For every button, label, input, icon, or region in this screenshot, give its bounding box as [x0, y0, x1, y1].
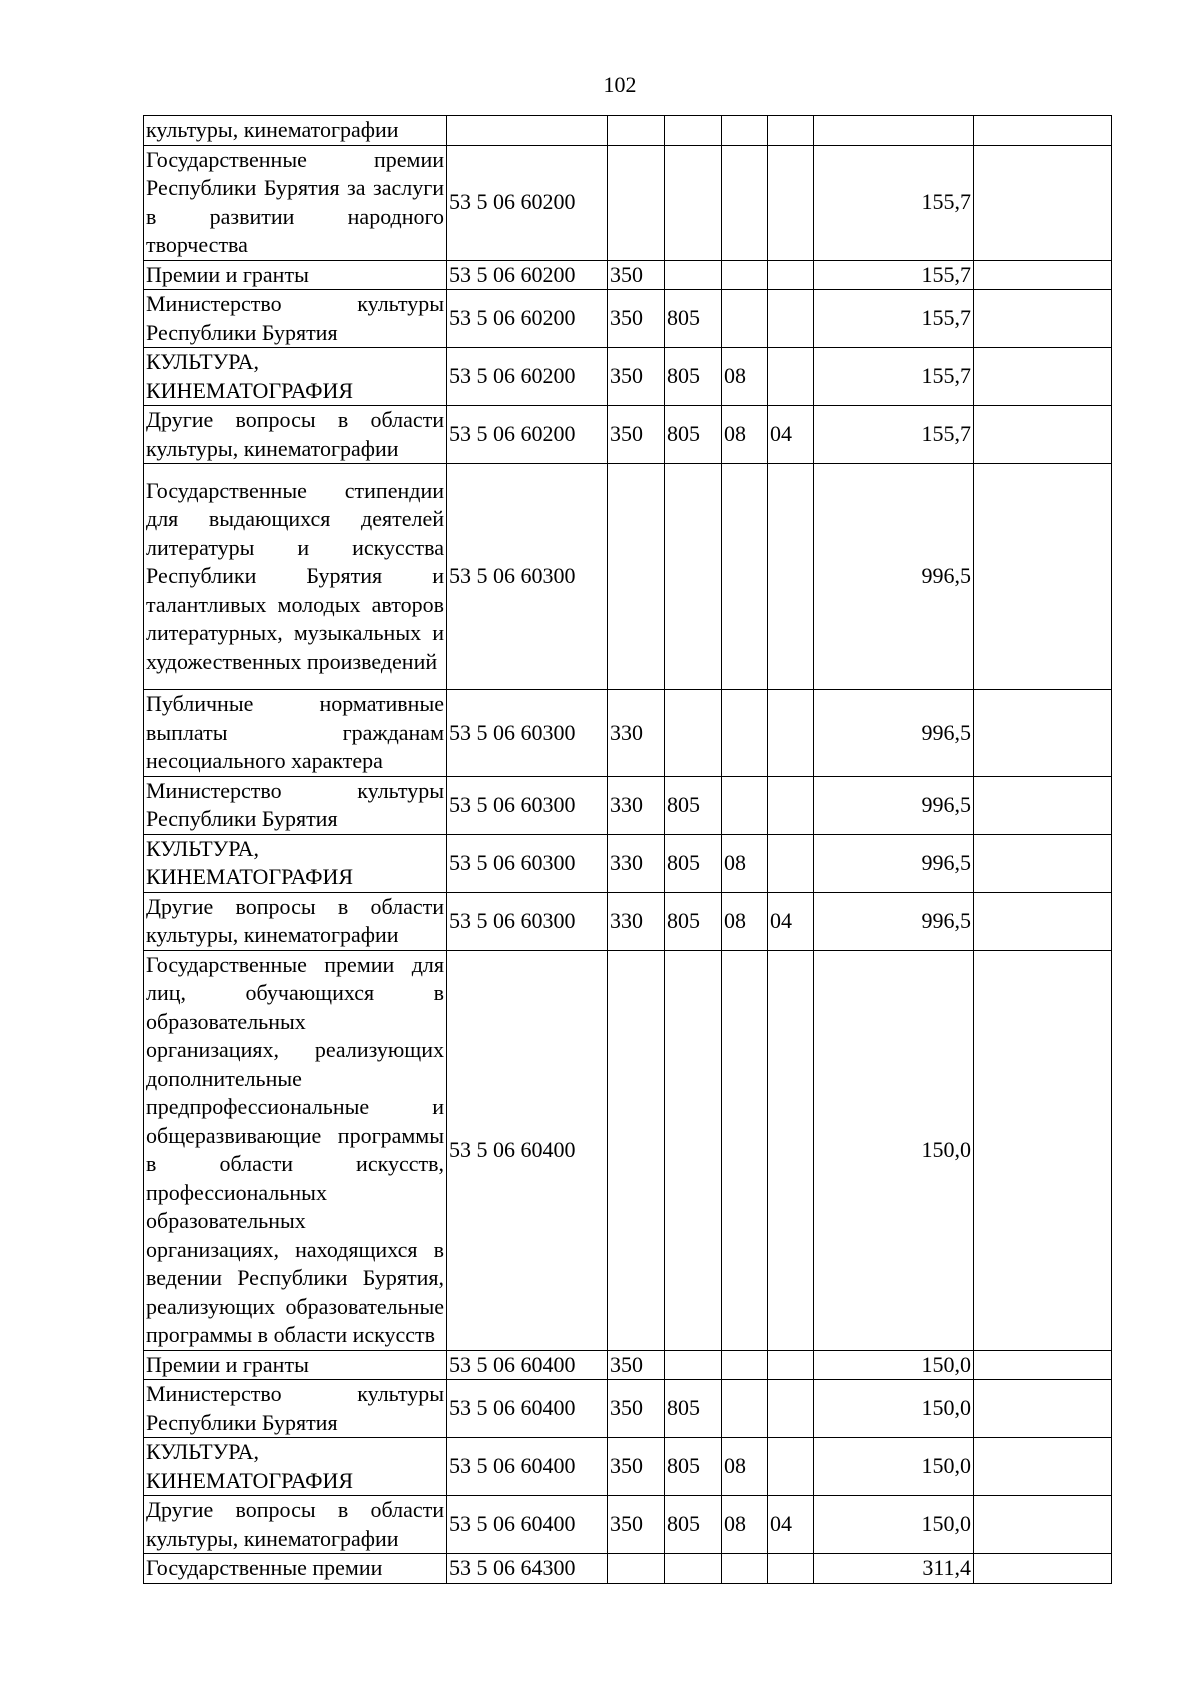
row-vr: [608, 1554, 665, 1584]
row-rz: [722, 1554, 768, 1584]
row-extra: [974, 260, 1112, 290]
row-extra: [974, 464, 1112, 690]
row-vr: 350: [608, 260, 665, 290]
row-amount: 150,0: [814, 1380, 974, 1438]
row-grbs: [665, 116, 722, 146]
row-amount: 150,0: [814, 1350, 974, 1380]
row-grbs: 805: [665, 290, 722, 348]
row-vr: [608, 145, 665, 260]
row-pr: [768, 290, 814, 348]
row-grbs: 805: [665, 776, 722, 834]
row-extra: [974, 834, 1112, 892]
row-rz: [722, 950, 768, 1350]
row-grbs: [665, 690, 722, 777]
row-amount: 996,5: [814, 464, 974, 690]
row-amount: 155,7: [814, 348, 974, 406]
row-pr: [768, 690, 814, 777]
row-rz: 08: [722, 892, 768, 950]
row-amount: 150,0: [814, 950, 974, 1350]
row-pr: 04: [768, 1496, 814, 1554]
row-code: 53 5 06 60300: [447, 464, 608, 690]
row-amount: 996,5: [814, 776, 974, 834]
row-vr: 350: [608, 1350, 665, 1380]
row-vr: [608, 950, 665, 1350]
row-name: культуры, кинематографии: [144, 116, 447, 146]
row-amount: 155,7: [814, 290, 974, 348]
budget-table: [143, 115, 1112, 1584]
row-grbs: 805: [665, 892, 722, 950]
row-code: 53 5 06 60300: [447, 776, 608, 834]
row-code: 53 5 06 60300: [447, 892, 608, 950]
row-code: 53 5 06 60400: [447, 950, 608, 1350]
row-amount: 155,7: [814, 145, 974, 260]
row-grbs: 805: [665, 1380, 722, 1438]
row-vr: 350: [608, 1380, 665, 1438]
row-pr: [768, 1554, 814, 1584]
row-name: Премии и гранты: [144, 260, 447, 290]
row-vr: 330: [608, 776, 665, 834]
row-pr: [768, 834, 814, 892]
row-name: Министерство культуры Республики Бурятия: [144, 290, 447, 348]
row-name: Государственные премии Республики Бурятия за заслуги в развитии народного творчества: [144, 145, 447, 260]
row-vr: 350: [608, 290, 665, 348]
row-name: КУЛЬТУРА, КИНЕМАТОГРАФИЯ: [144, 834, 447, 892]
row-extra: [974, 116, 1112, 146]
table-row: [144, 406, 1112, 464]
row-amount: 996,5: [814, 834, 974, 892]
row-extra: [974, 1380, 1112, 1438]
row-extra: [974, 690, 1112, 777]
row-extra: [974, 892, 1112, 950]
row-name: Премии и гранты: [144, 1350, 447, 1380]
row-extra: [974, 348, 1112, 406]
row-name: Другие вопросы в области культуры, кинематографии: [144, 892, 447, 950]
row-pr: [768, 950, 814, 1350]
row-vr: 330: [608, 690, 665, 777]
row-rz: 08: [722, 406, 768, 464]
row-pr: [768, 776, 814, 834]
row-vr: 350: [608, 1438, 665, 1496]
table-row: [144, 1350, 1112, 1380]
row-code: 53 5 06 64300: [447, 1554, 608, 1584]
row-pr: [768, 145, 814, 260]
row-code: 53 5 06 60300: [447, 834, 608, 892]
row-grbs: 805: [665, 1496, 722, 1554]
row-rz: [722, 260, 768, 290]
row-name: КУЛЬТУРА, КИНЕМАТОГРАФИЯ: [144, 348, 447, 406]
row-rz: [722, 1350, 768, 1380]
row-amount: [814, 116, 974, 146]
row-extra: [974, 1438, 1112, 1496]
row-rz: 08: [722, 1496, 768, 1554]
table-row: [144, 1554, 1112, 1584]
row-code: 53 5 06 60200: [447, 406, 608, 464]
table-row: [144, 1380, 1112, 1438]
row-grbs: 805: [665, 348, 722, 406]
row-name: Публичные нормативные выплаты гражданам несоциального характера: [144, 690, 447, 777]
row-grbs: [665, 1554, 722, 1584]
row-pr: [768, 260, 814, 290]
row-extra: [974, 1496, 1112, 1554]
row-grbs: [665, 1350, 722, 1380]
row-name: Государственные стипендии для выдающихся деятелей литературы и искусства Республики Бурятия и талантливых молодых авторов литературных, музыкальных и художественных произведений: [144, 464, 447, 690]
row-amount: 311,4: [814, 1554, 974, 1584]
row-vr: 330: [608, 834, 665, 892]
row-amount: 996,5: [814, 892, 974, 950]
row-name: Государственные премии для лиц, обучающихся в образовательных организациях, реализующих дополнительные предпрофессиональные и общеразвивающие программы в области искусств, профессиональных образовательных организациях, находящихся в ведении Республики Бурятия, реализующих образовательные программы в области искусств: [144, 950, 447, 1350]
row-rz: [722, 776, 768, 834]
row-extra: [974, 1554, 1112, 1584]
row-code: 53 5 06 60300: [447, 690, 608, 777]
row-rz: 08: [722, 348, 768, 406]
table-row: [144, 290, 1112, 348]
row-amount: 155,7: [814, 406, 974, 464]
row-code: 53 5 06 60400: [447, 1380, 608, 1438]
row-amount: 150,0: [814, 1438, 974, 1496]
row-vr: 350: [608, 348, 665, 406]
row-extra: [974, 145, 1112, 260]
row-rz: 08: [722, 834, 768, 892]
row-code: 53 5 06 60200: [447, 348, 608, 406]
row-extra: [974, 290, 1112, 348]
row-grbs: 805: [665, 1438, 722, 1496]
table-row: [144, 1496, 1112, 1554]
row-vr: [608, 464, 665, 690]
row-vr: [608, 116, 665, 146]
row-rz: [722, 690, 768, 777]
row-grbs: [665, 950, 722, 1350]
row-grbs: [665, 260, 722, 290]
row-pr: 04: [768, 406, 814, 464]
row-code: 53 5 06 60400: [447, 1438, 608, 1496]
row-pr: [768, 1438, 814, 1496]
row-vr: 330: [608, 892, 665, 950]
table-row: [144, 145, 1112, 260]
row-rz: [722, 116, 768, 146]
row-amount: 996,5: [814, 690, 974, 777]
table-row: [144, 116, 1112, 146]
row-rz: [722, 290, 768, 348]
row-rz: [722, 145, 768, 260]
row-code: [447, 116, 608, 146]
row-grbs: [665, 145, 722, 260]
row-grbs: 805: [665, 834, 722, 892]
row-name: Другие вопросы в области культуры, кинематографии: [144, 406, 447, 464]
row-extra: [974, 1350, 1112, 1380]
row-rz: [722, 1380, 768, 1438]
row-name: Министерство культуры Республики Бурятия: [144, 1380, 447, 1438]
row-grbs: [665, 464, 722, 690]
row-amount: 155,7: [814, 260, 974, 290]
row-amount: 150,0: [814, 1496, 974, 1554]
row-name: Государственные премии: [144, 1554, 447, 1584]
row-code: 53 5 06 60200: [447, 290, 608, 348]
row-pr: [768, 1350, 814, 1380]
row-pr: [768, 464, 814, 690]
row-name: Министерство культуры Республики Бурятия: [144, 776, 447, 834]
row-extra: [974, 406, 1112, 464]
table-row: [144, 950, 1112, 1350]
row-pr: [768, 116, 814, 146]
row-grbs: 805: [665, 406, 722, 464]
row-vr: 350: [608, 1496, 665, 1554]
table-row: [144, 260, 1112, 290]
table-row: [144, 776, 1112, 834]
row-name: Другие вопросы в области культуры, кинематографии: [144, 1496, 447, 1554]
row-name: КУЛЬТУРА, КИНЕМАТОГРАФИЯ: [144, 1438, 447, 1496]
table-row: [144, 348, 1112, 406]
table-row: [144, 834, 1112, 892]
table-row: [144, 464, 1112, 690]
page-number: 102: [603, 72, 637, 97]
row-code: 53 5 06 60400: [447, 1496, 608, 1554]
table-row: [144, 892, 1112, 950]
table-row: [144, 1438, 1112, 1496]
row-extra: [974, 776, 1112, 834]
row-code: 53 5 06 60200: [447, 145, 608, 260]
row-vr: 350: [608, 406, 665, 464]
row-code: 53 5 06 60400: [447, 1350, 608, 1380]
row-pr: [768, 1380, 814, 1438]
row-code: 53 5 06 60200: [447, 260, 608, 290]
table-row: [144, 690, 1112, 777]
row-extra: [974, 950, 1112, 1350]
row-rz: 08: [722, 1438, 768, 1496]
row-rz: [722, 464, 768, 690]
row-pr: [768, 348, 814, 406]
row-pr: 04: [768, 892, 814, 950]
